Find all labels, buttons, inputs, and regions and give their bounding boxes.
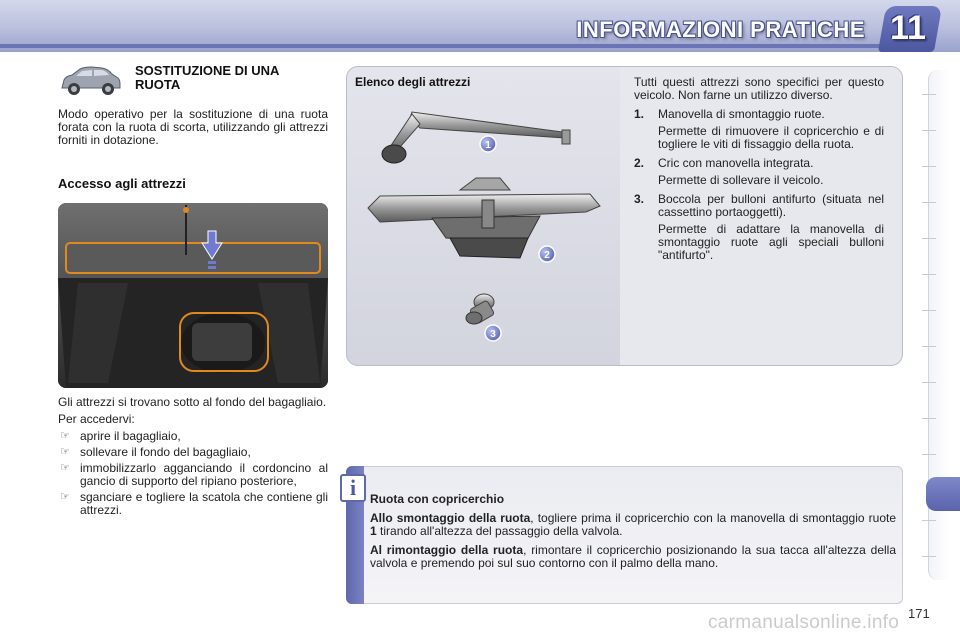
info-p1-bold: Allo smontaggio della ruota bbox=[370, 511, 531, 525]
intro-text: Modo operativo per la sostituzione di una ruota forata con la ruota di scorta, utilizzando gli attrezzi forniti in dotazione. bbox=[58, 107, 328, 147]
index-tick bbox=[922, 520, 936, 521]
index-tick bbox=[922, 310, 936, 311]
step-text: sganciare e togliere la scatola che contiene gli attrezzi. bbox=[80, 490, 328, 517]
step-text: sollevare il fondo del bagagliaio, bbox=[80, 445, 251, 459]
location-text: Gli attrezzi si trovano sotto al fondo del bagagliaio. bbox=[58, 395, 327, 409]
list-item bbox=[634, 193, 884, 219]
info-paragraph-refit bbox=[370, 544, 896, 570]
anti-theft-socket-illustration bbox=[466, 294, 495, 324]
list-item bbox=[58, 491, 328, 517]
jack-illustration bbox=[368, 178, 600, 258]
item-number: 3. bbox=[634, 192, 645, 206]
car-icon bbox=[58, 64, 122, 98]
item-number: 2. bbox=[634, 156, 645, 170]
access-heading: Accesso agli attrezzi bbox=[58, 176, 186, 191]
info-title: Ruota con copricerchio bbox=[370, 492, 505, 506]
tools-lead-text: Tutti questi attrezzi sono specifici per questo veicolo. Non farne un utilizzo diverso. bbox=[634, 75, 884, 102]
list-item bbox=[634, 157, 884, 170]
info-p1-text-b: tirando all'altezza del passaggio della valvola. bbox=[376, 524, 623, 538]
item-number: 1. bbox=[634, 107, 645, 121]
info-p1-text-a: , togliere prima il copricerchio con la manovella di smontaggio ruote bbox=[530, 511, 896, 525]
pointing-hand-icon: ☞ bbox=[60, 446, 70, 458]
list-item bbox=[58, 430, 328, 443]
step-text: immobilizzarlo agganciando il cordoncino al gancio di supporto del ripiano posteriore, bbox=[80, 461, 328, 488]
item-name: Boccola per bulloni antifurto (situata nel cassettino portaoggetti). bbox=[658, 192, 884, 219]
item-description: Permette di rimuovere il copricerchio e di togliere le viti di fissaggio della ruota. bbox=[658, 124, 884, 151]
callout-1-label: 1 bbox=[485, 140, 491, 151]
index-tick bbox=[922, 202, 936, 203]
page-title: INFORMAZIONI PRATICHE bbox=[576, 17, 865, 42]
info-paragraph-removal bbox=[370, 512, 896, 538]
item-description: Permette di adattare la manovella di smontaggio ruote agli speciali bulloni "antifurto". bbox=[658, 222, 884, 262]
index-tick bbox=[922, 94, 936, 95]
header-rule bbox=[0, 44, 880, 48]
list-item bbox=[58, 462, 328, 488]
steps-list bbox=[58, 430, 328, 517]
pointing-hand-icon: ☞ bbox=[60, 491, 70, 503]
pointing-hand-icon: ☞ bbox=[60, 462, 70, 474]
step-text: aprire il bagagliaio, bbox=[80, 429, 181, 443]
index-tick bbox=[922, 382, 936, 383]
index-tick bbox=[922, 238, 936, 239]
item-description: Permette di sollevare il veicolo. bbox=[658, 173, 824, 187]
list-item bbox=[634, 108, 884, 121]
index-tick bbox=[922, 418, 936, 419]
item-name: Manovella di smontaggio ruote. bbox=[658, 107, 825, 121]
item-name: Cric con manovella integrata. bbox=[658, 156, 814, 170]
callout-2-label: 2 bbox=[544, 250, 550, 261]
wheel-wrench-illustration bbox=[382, 112, 570, 163]
watermark: carmanualsonline.info bbox=[708, 612, 900, 633]
info-p2-text: , rimontare il copricerchio posizionando la sua tacca all'altezza della valvola e premendo poi sul suo contorno con il palmo della mano. bbox=[370, 543, 896, 570]
index-tick bbox=[922, 274, 936, 275]
tools-illustration bbox=[350, 90, 610, 360]
info-content bbox=[370, 493, 896, 576]
access-intro: Per accedervi: bbox=[58, 412, 135, 426]
callout-3-label: 3 bbox=[490, 329, 496, 340]
tools-panel-label: Elenco degli attrezzi bbox=[355, 75, 471, 89]
trunk-photo bbox=[58, 203, 328, 388]
page-number: 171 bbox=[908, 606, 930, 621]
active-chapter-tab[interactable] bbox=[926, 477, 960, 511]
tools-description bbox=[634, 76, 884, 268]
info-p1-number: 1 bbox=[370, 524, 377, 538]
index-tick bbox=[922, 346, 936, 347]
index-tick bbox=[922, 166, 936, 167]
chapter-number: 11 bbox=[890, 9, 926, 47]
pointing-hand-icon: ☞ bbox=[60, 430, 70, 442]
list-item bbox=[58, 446, 328, 459]
index-tick bbox=[922, 130, 936, 131]
info-p2-bold: Al rimontaggio della ruota bbox=[370, 543, 524, 557]
index-tick bbox=[922, 556, 936, 557]
access-instructions bbox=[58, 396, 328, 520]
section-title: SOSTITUZIONE DI UNA RUOTA bbox=[135, 63, 279, 92]
index-tick bbox=[922, 454, 936, 455]
info-icon: i bbox=[340, 474, 366, 502]
